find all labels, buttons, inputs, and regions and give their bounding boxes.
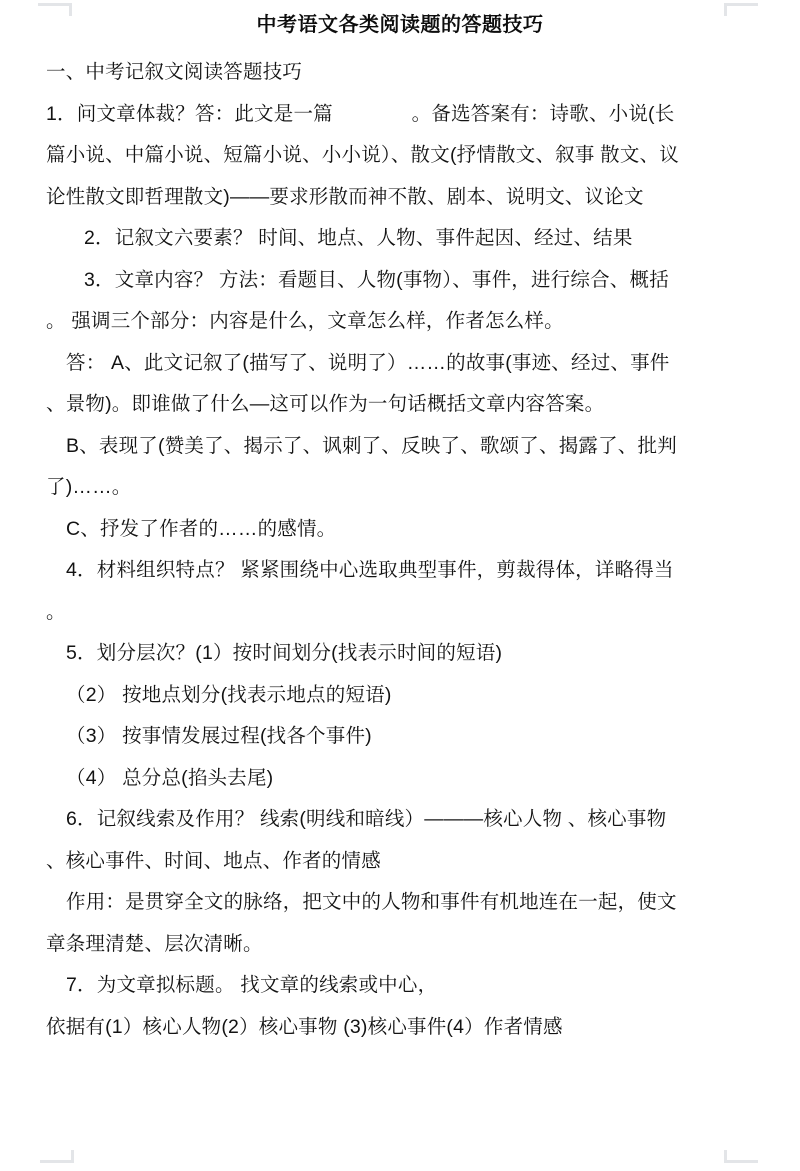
document-line: 3．文章内容？ 方法：看题目、人物(事物）、事件，进行综合、概括 [84,268,669,291]
document-line: 了)……。 [46,476,132,498]
document-line: 。 [46,600,66,623]
document-line: 4．材料组织特点？ 紧紧围绕中心选取典型事件，剪裁得体，详略得当 [66,559,674,581]
document-line: 篇小说、中篇小说、短篇小说、小小说）、散文(抒情散文、叙事 散文、议 [46,144,679,166]
document-line: 5．划分层次？(1）按时间划分(找表示时间的短语) [66,642,503,664]
document-line: （2） 按地点划分(找表示地点的短语) [66,683,392,706]
corner-mark-bottom-right-icon [724,1150,758,1163]
document-line: 一、中考记叙文阅读答题技巧 [46,61,303,83]
document-body [46,52,754,1048]
document-line: （3） 按事情发展过程(找各个事件) [66,725,372,747]
document-line: 答： A、此文记叙了(描写了、说明了）……的故事(事迹、经过、事件 [66,351,670,374]
document-line: 1．问文章体裁？答：此文是一篇 。备选答案有：诗歌、小说(长 [46,102,675,125]
page-title: 中考语文各类阅读题的答题技巧 [256,14,544,36]
corner-mark-bottom-left-icon [40,1150,74,1163]
document-line: 2．记叙文六要素？ 时间、地点、人物、事件起因、经过、结果 [84,227,633,249]
document-line: 、核心事件、时间、地点、作者的情感 [46,849,381,872]
document-line: 。 强调三个部分：内容是什么，文章怎么样，作者怎么样。 [46,310,564,332]
document-line: 章条理清楚、层次清晰。 [46,932,263,955]
document-line: （4） 总分总(掐头去尾) [66,766,274,789]
document-line: 作用：是贯穿全文的脉络，把文中的人物和事件有机地连在一起，使文 [66,891,677,913]
document-line: 7．为文章拟标题。 找文章的线索或中心， [66,974,438,996]
document-line: 依据有(1）核心人物(2）核心事物 (3)核心事件(4）作者情感 [46,1015,563,1038]
document-line: B、表现了(赞美了、揭示了、讽刺了、反映了、歌颂了、揭露了、批判 [66,434,677,457]
document-line: 、景物)。即谁做了什么—这可以作为一句话概括文章内容答案。 [46,393,605,415]
document-line: 论性散文即哲理散文)——要求形散而神不散、剧本、说明文、议论文 [46,185,644,208]
document-line: 6．记叙线索及作用？ 线索(明线和暗线）———核心人物 、核心事物 [66,808,667,830]
document-line: C、抒发了作者的……的感情。 [66,517,337,540]
